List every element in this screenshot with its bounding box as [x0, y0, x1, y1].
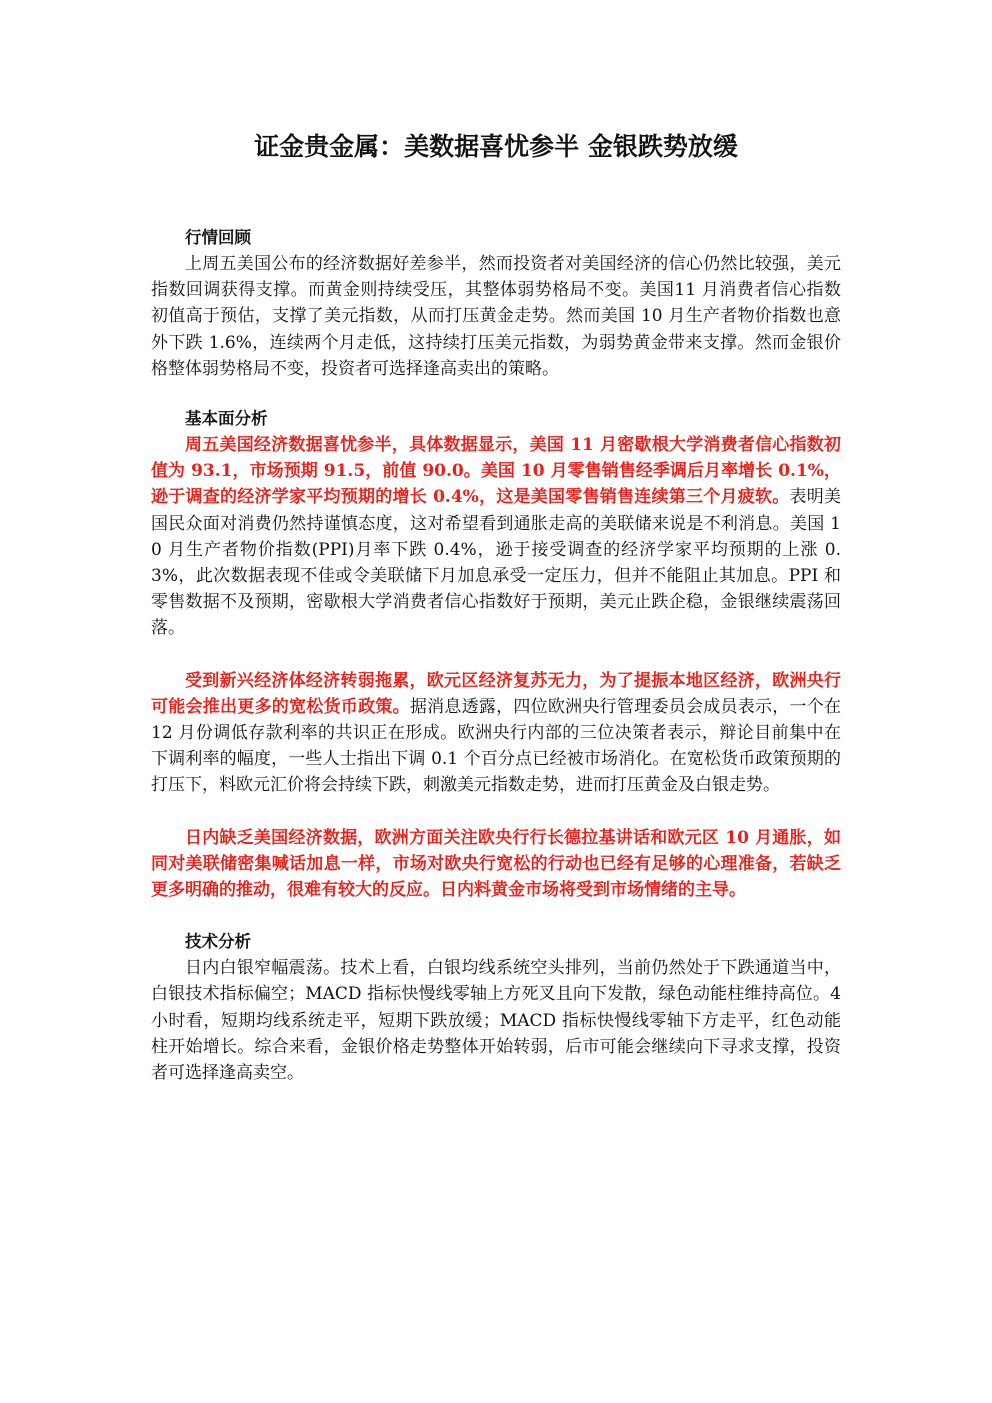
fundamental-paragraph-2	[151, 668, 841, 799]
emphasis-text: 周五美国经济数据喜忧参半，具体数据显示，美国 11 月密歇根大学消费者信心指数初值为 93.1，市场预期 91.5，前值 90.0。美国 10 月零售销售经季调后月率增长 0.1%，逊于调查的经济学家平均预期的增长 0.4%，这是美国零售销售连续第三个月疲软。	[151, 435, 841, 508]
section-heading-review: 行情回顾	[185, 228, 251, 247]
spacer	[151, 903, 841, 929]
document-body	[151, 225, 841, 1086]
review-paragraph: 上周五美国公布的经济数据好差参半，然而投资者对美国经济的信心仍然比较强，美元指数回调获得支撑。而黄金则持续受压，其整体弱势格局不变。美国11 月消费者信心指数初值高于预估，支撑了美元指数，从而打压黄金走势。然而美国 10 月生产者物价指数也意外下跌 1.6%，连续两个月走低，这持续打压美元指数，为弱势黄金带来支撑。然而金银价格整体弱势格局不变，投资者可选择逢高卖出的策略。	[151, 254, 841, 379]
emphasis-text: 受到新兴经济体经济转弱拖累，欧元区经济复苏无力，为了提振本地区经济，欧洲央行可能会推出更多的宽松货币政策。	[151, 670, 841, 717]
section-fundamental	[151, 406, 841, 903]
spacer	[151, 642, 841, 668]
fundamental-paragraph-3	[151, 825, 841, 904]
section-heading-technical: 技术分析	[185, 932, 251, 952]
section-technical	[151, 929, 841, 1086]
spacer	[151, 799, 841, 825]
spacer	[151, 382, 841, 406]
body-text: 表明美国民众面对消费仍然持谨慎态度，这对希望看到通胀走高的美联储来说是不利消息。美国 10 月生产者物价指数(PPI)月率下跌 0.4%，逊于接受调查的经济学家平均预期的上涨 0.3%，此次数据表现不佳或令美联储下月加息承受一定压力，但并不能阻止其加息。PPI 和零售数据不及预期，密歇根大学消费者信心指数好于预期，美元止跌企稳，金银继续震荡回落。	[151, 487, 841, 639]
section-review	[151, 225, 841, 382]
fundamental-paragraph-1	[151, 432, 841, 642]
emphasis-text: 日内缺乏美国经济数据，欧洲方面关注欧央行行长德拉基讲话和欧元区 10 月通胀，如同对美联储密集喊话加息一样，市场对欧央行宽松的行动也已经有足够的心理准备，若缺乏更多明确的推动，很难有较大的反应。日内料黄金市场将受到市场情绪的主导。	[151, 827, 841, 901]
body-text: 据消息透露，四位欧洲央行管理委员会成员表示，一个在 12 月份调低存款利率的共识正在形成。欧洲央行内部的三位决策者表示，辩论目前集中在下调利率的幅度，一些人士指出下调 0.1 个百分点已经被市场消化。在宽松货币政策预期的打压下，料欧元汇价将会持续下跌，刺激美元指数走势，进而打压黄金及白银走势。	[151, 696, 842, 796]
section-heading-fundamental: 基本面分析	[185, 409, 268, 429]
document-title: 证金贵金属：美数据喜忧参半 金银跌势放缓	[254, 132, 738, 161]
technical-paragraph: 日内白银窄幅震荡。技术上看，白银均线系统空头排列，当前仍然处于下跌通道当中，白银技术指标偏空；MACD 指标快慢线零轴上方死叉且向下发散，绿色动能柱维持高位。4 小时看，短期均线系统走平，短期下跌放缓；MACD 指标快慢线零轴下方走平，红色动能柱开始增长。综合来看，金银价格走势整体开始转弱，后市可能会继续向下寻求支撑，投资者可选择逢高卖空。	[151, 958, 841, 1084]
